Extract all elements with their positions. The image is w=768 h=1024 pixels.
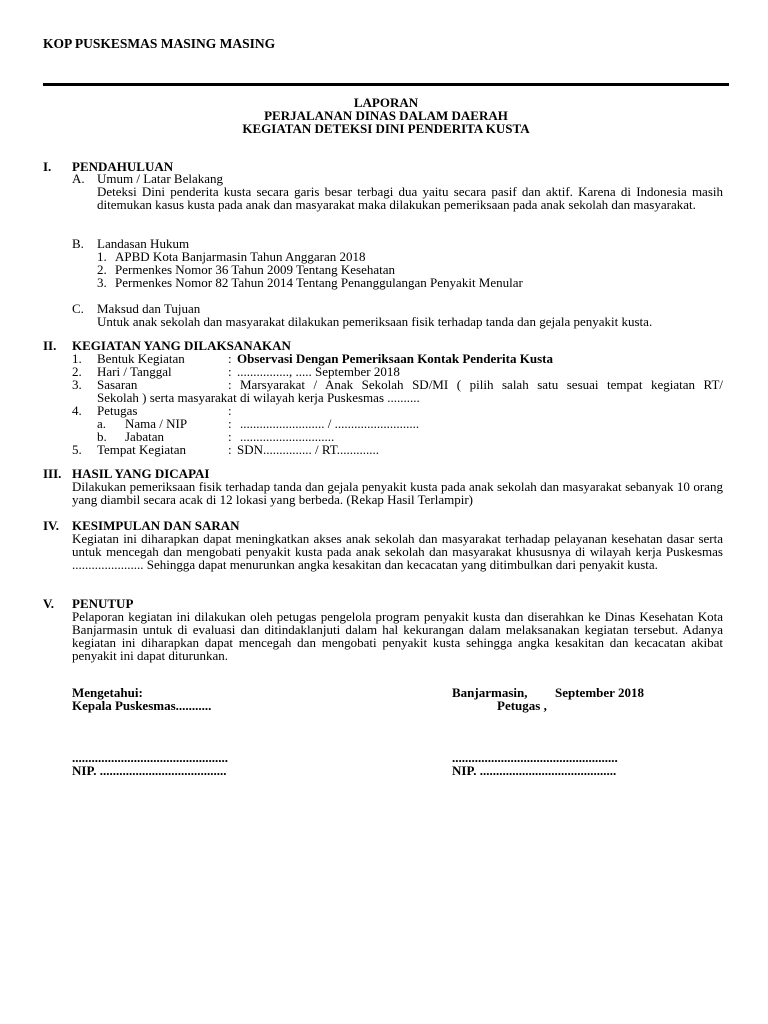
section-4-number: IV.: [43, 518, 60, 533]
section-3-number: III.: [43, 466, 62, 481]
officer-sub-letter: a.: [97, 416, 107, 431]
officer-name-value: .......................... / ..........................: [240, 416, 420, 431]
activity-row-label: Sasaran: [97, 377, 138, 392]
subsection-a-label: Umum / Latar Belakang: [97, 171, 223, 186]
activity-row-colon: :: [228, 403, 232, 418]
activity-target-continued: Sekolah ) serta masyarakat di wilayah kerja Puskesmas ..........: [97, 390, 420, 405]
subsection-b-label: Landasan Hukum: [97, 236, 190, 251]
section-1-title: PENDAHULUAN: [72, 159, 174, 174]
section-5-title: PENUTUP: [72, 596, 134, 611]
officer-sub-label: Nama / NIP: [125, 416, 188, 431]
officer-sub-label: Jabatan: [125, 429, 164, 444]
section-5-number: V.: [43, 596, 54, 611]
doc-title-line1: LAPORAN: [353, 95, 419, 110]
sign-right-signature-line: ...................................................: [452, 750, 618, 765]
section-3-title: HASIL YANG DICAPAI: [72, 466, 210, 481]
officer-sub-letter: b.: [97, 429, 107, 444]
activity-row-colon: :: [228, 364, 232, 379]
activity-row-colon: :: [228, 377, 232, 392]
activity-target-value: Marsyarakat / Anak Sekolah SD/MI ( pilih salah satu sesuai tempat kegiatan RT/: [240, 377, 723, 392]
section-1-number: I.: [43, 159, 52, 174]
officer-sub-colon: :: [228, 416, 232, 431]
activity-date-value: ................, ..... September 2018: [237, 364, 400, 379]
header-rule: [43, 83, 729, 86]
activity-row-label: Tempat Kegiatan: [97, 442, 186, 457]
doc-title-line2: PERJALANAN DINAS DALAM DAERAH: [264, 108, 508, 123]
subsection-a-letter: A.: [72, 171, 85, 186]
legal-basis-number: 2.: [97, 262, 107, 277]
sign-right-role: Petugas ,: [497, 698, 547, 713]
section-5-text: Pelaporan kegiatan ini dilakukan oleh petugas pengelola program penyakit kusta dan diserahkan ke Dinas Kesehatan Kota Banjarmasin untuk di evaluasi dan ditindaklanjuti dalam hal kekurangan dalam melaksanakan kegiatan tersebut. Adanya kegiatan ini diharapkan dapat mencegah dan mengobati penyakit kusta sehingga angka kesakitan dan kecacatan akibat penyakit ini dapat diturunkan.: [72, 609, 723, 663]
letterhead: KOP PUSKESMAS MASING MASING: [43, 36, 276, 51]
section-4-text: Kegiatan ini diharapkan dapat meningkatkan akses anak sekolah dan masyarakat terhadap pelayanan kesehatan dasar serta untuk mencegah dan mengobati penyakit kusta pada anak sekolah dan masyarakat khususnya di wilayah kerja Puskesmas ...................... Sehingga dapat menurunkan angka kesakitan dan kecacatan yang ditimbulkan dari penyakit kusta.: [72, 531, 723, 572]
section-2-title: KEGIATAN YANG DILAKSANAKAN: [72, 338, 291, 353]
section-3-text: Dilakukan pemeriksaan fisik terhadap tanda dan gejala penyakit kusta pada anak sekolah dan masyarakat sebanyak 10 orang yang diambil secara acak di 12 lokasi yang berbeda. (Rekap Hasil Terlampir): [72, 479, 723, 507]
sign-left-role: Kepala Puskesmas...........: [72, 698, 212, 713]
activity-row-colon: :: [228, 351, 232, 366]
subsection-c-letter: C.: [72, 301, 84, 316]
sign-left-acknowledged: Mengetahui:: [72, 685, 143, 700]
sign-left-signature-line: ................................................: [72, 750, 228, 765]
activity-row-label: Bentuk Kegiatan: [97, 351, 185, 366]
activity-place-value: SDN............... / RT.............: [237, 442, 379, 457]
subsection-b-letter: B.: [72, 236, 84, 251]
activity-row-label: Petugas: [97, 403, 138, 418]
activity-row-number: 1.: [72, 351, 82, 366]
legal-basis-item: APBD Kota Banjarmasin Tahun Anggaran 2018: [115, 249, 366, 264]
subsection-a-text: Deteksi Dini penderita kusta secara garis besar terbagi dua yaitu secara pasif dan aktif. Karena di Indonesia masih ditemukan kasus kusta pada anak dan masyarakat maka dilakukan pemeriksaan pada anak sekolah dan masyarakat.: [97, 184, 723, 212]
officer-position-value: .............................: [240, 429, 335, 444]
activity-row-colon: :: [228, 442, 232, 457]
activity-row-label: Hari / Tanggal: [97, 364, 172, 379]
section-4-title: KESIMPULAN DAN SARAN: [72, 518, 240, 533]
activity-row-number: 2.: [72, 364, 82, 379]
legal-basis-number: 3.: [97, 275, 107, 290]
sign-right-place: Banjarmasin,: [452, 685, 528, 700]
activity-row-number: 3.: [72, 377, 82, 392]
subsection-c-label: Maksud dan Tujuan: [97, 301, 201, 316]
subsection-c-text: Untuk anak sekolah dan masyarakat dilakukan pemeriksaan fisik terhadap tanda dan gejala penyakit kusta.: [97, 314, 653, 329]
doc-title-line3: KEGIATAN DETEKSI DINI PENDERITA KUSTA: [242, 121, 530, 136]
sign-right-nip: NIP. ..........................................: [452, 763, 617, 778]
officer-sub-colon: :: [228, 429, 232, 444]
legal-basis-item: Permenkes Nomor 36 Tahun 2009 Tentang Kesehatan: [115, 262, 396, 277]
activity-form-value: Observasi Dengan Pemeriksaan Kontak Penderita Kusta: [237, 351, 553, 366]
sign-right-date: September 2018: [555, 685, 644, 700]
legal-basis-item: Permenkes Nomor 82 Tahun 2014 Tentang Penanggulangan Penyakit Menular: [115, 275, 523, 290]
sign-left-nip: NIP. .......................................: [72, 763, 227, 778]
section-2-number: II.: [43, 338, 57, 353]
legal-basis-number: 1.: [97, 249, 107, 264]
activity-row-number: 4.: [72, 403, 82, 418]
activity-row-number: 5.: [72, 442, 82, 457]
